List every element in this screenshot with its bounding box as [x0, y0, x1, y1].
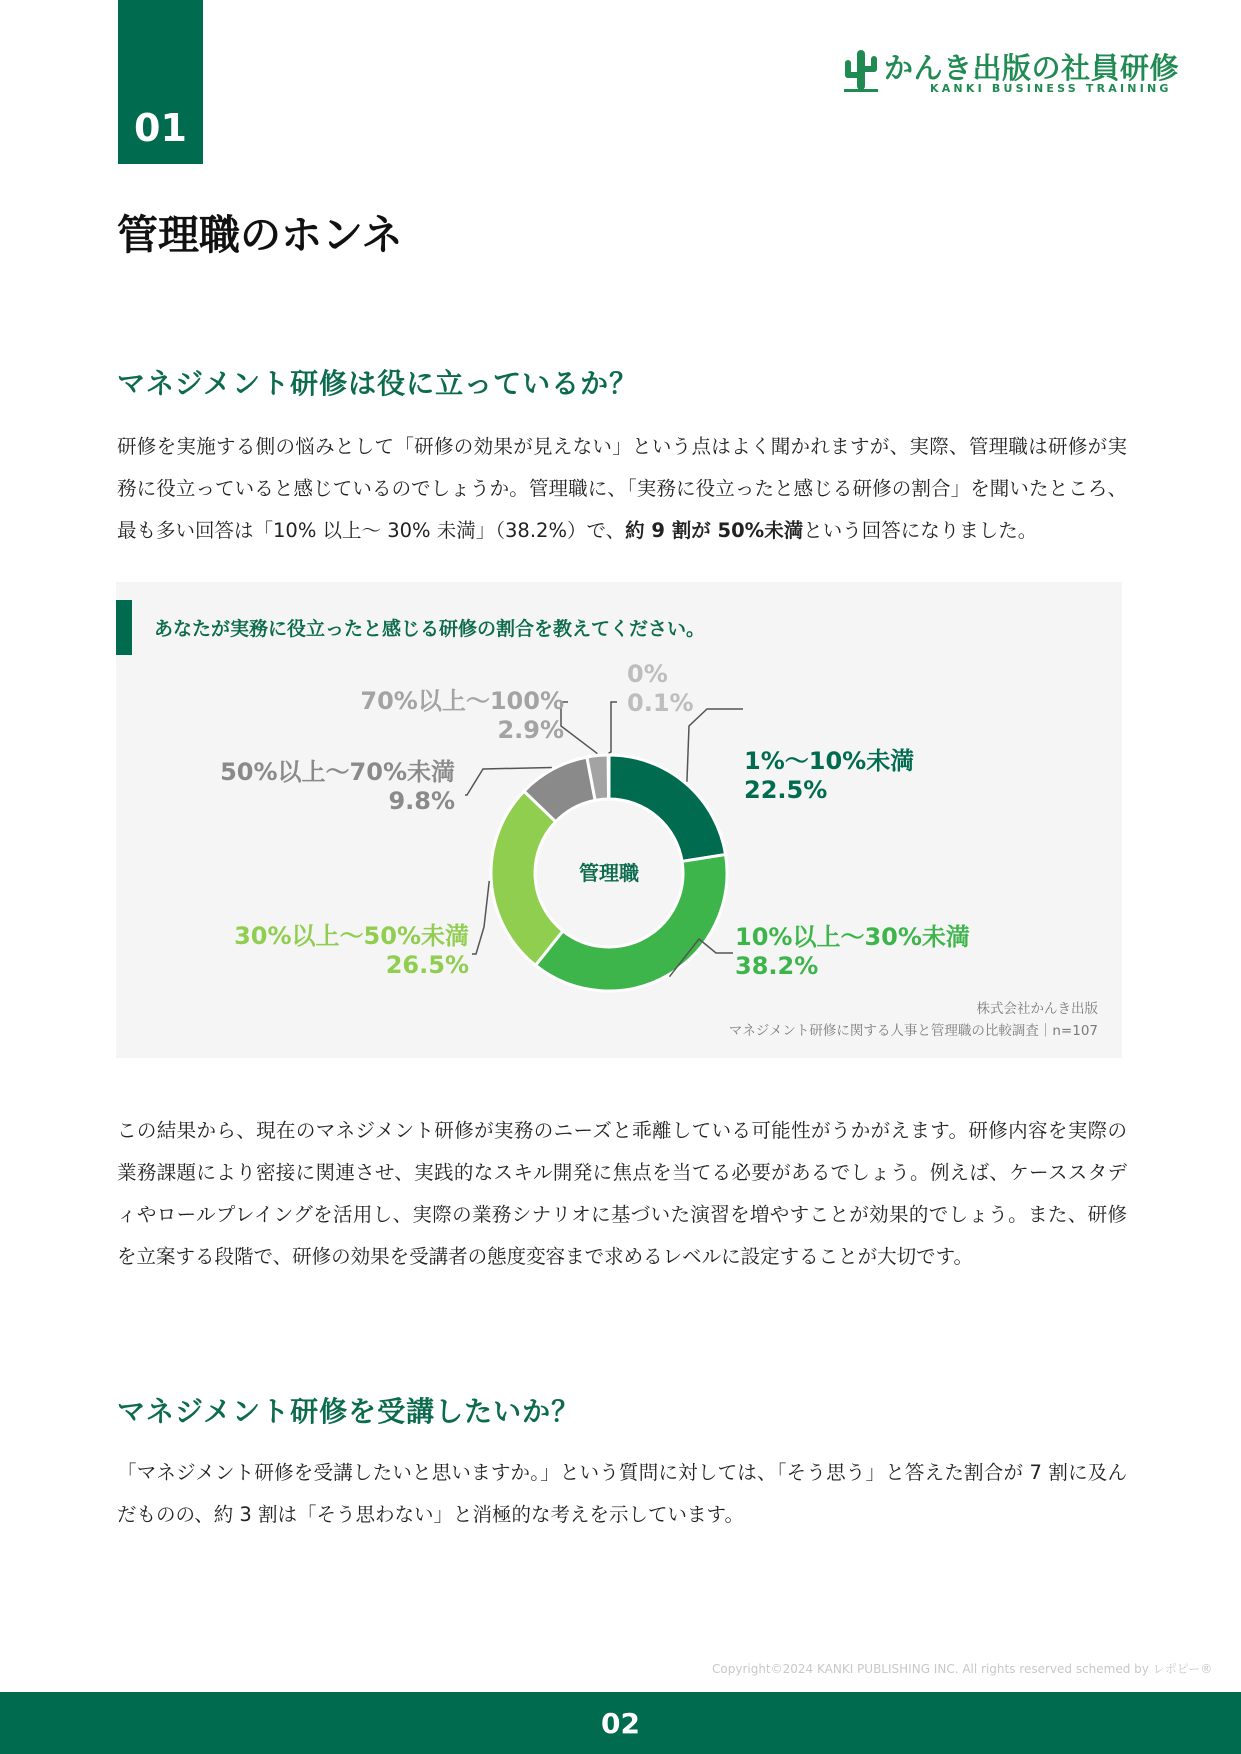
slice-value-label: 9.8%: [388, 787, 455, 815]
page-number: 02: [601, 1706, 640, 1740]
intro-text: 研修を実施する側の悩みとして「研修の効果が見えない」という点はよく聞かれますが、実際、管理職は研修が実務に役立っていると感じているのでしょうか。管理職に、「実務に役立ったと感じる研修の割合」を聞いたところ、最も多い回答は「10% 以上～ 30% 未満」（38.2%）で、: [117, 435, 1127, 542]
brand-subtitle: KANKI BUSINESS TRAINING: [930, 82, 1172, 95]
intro-emphasis: 約 9 割が 50%未満: [625, 519, 804, 542]
cactus-icon: [842, 48, 880, 94]
slice-value-label: 26.5%: [385, 951, 469, 979]
slice-value-label: 0.1%: [627, 689, 694, 717]
slice-label: 0%: [627, 660, 668, 688]
section-number: 01: [134, 106, 187, 150]
slice-label: 50%以上～70%未満: [220, 758, 455, 786]
brand-logo: [842, 46, 1192, 98]
slice-label: 70%以上～100%: [360, 687, 564, 715]
slice-value-label: 38.2%: [735, 952, 819, 980]
section-number-tab: [118, 0, 203, 164]
intro-paragraph: [117, 426, 1127, 552]
survey-chart-panel: [116, 582, 1122, 1058]
chart-source: [729, 998, 1098, 1042]
slice-value-label: 22.5%: [744, 776, 828, 804]
slice-label: 30%以上～50%未満: [234, 922, 469, 950]
donut-center-label: 管理職: [579, 861, 639, 885]
slice-value-label: 2.9%: [497, 716, 564, 744]
donut-slice: [609, 755, 726, 861]
slice-leader-line: [687, 709, 743, 782]
copyright-notice: Copyright©2024 KANKI PUBLISHING INC. All rights reserved schemed by レポピー®: [712, 1662, 1213, 1676]
page-title: 管理職のホンネ: [117, 211, 403, 259]
donut-slice: [608, 755, 609, 799]
source-survey: マネジメント研修に関する人事と管理職の比較調査｜n=107: [728, 1023, 1098, 1039]
slice-leader-line: [472, 881, 489, 954]
chart-question: あなたが実務に役立ったと感じる研修の割合を教えてください。: [154, 618, 706, 640]
slice-leader-line: [561, 702, 597, 754]
willingness-paragraph: 「マネジメント研修を受講したいと思いますか。」という質問に対しては、「そう思う」と答えた割合が 7 割に及んだものの、約 3 割は「そう思わない」と消極的な考えを示しています。: [117, 1461, 1127, 1526]
slice-label: 10%以上～30%未満: [735, 923, 970, 951]
slice-leader-line: [609, 702, 617, 753]
donut-chart: [116, 582, 1122, 1058]
analysis-paragraph: この結果から、現在のマネジメント研修が実務のニーズと乖離している可能性がうかがえます。研修内容を実際の業務課題により密接に関連させ、実践的なスキル開発に焦点を当てる必要があるでしょう。例えば、ケーススタディやロールプレイングを活用し、実際の業務シナリオに基づいた演習を増やすことが効果的でしょう。また、研修を立案する段階で、研修の効果を受講者の態度変容まで求めるレベルに設定することが大切です。: [117, 1119, 1127, 1268]
section-heading-usefulness: マネジメント研修は役に立っているか？: [117, 367, 639, 400]
footer-bar: [0, 1692, 1241, 1754]
source-publisher: 株式会社かんき出版: [976, 1001, 1098, 1017]
slice-label: 1%～10%未満: [744, 747, 915, 775]
section-heading-willingness: マネジメント研修を受講したいか？: [117, 1395, 581, 1428]
brand-name: かんき出版の社員研修: [884, 51, 1180, 85]
intro-tail: という回答になりました。: [803, 519, 1038, 542]
